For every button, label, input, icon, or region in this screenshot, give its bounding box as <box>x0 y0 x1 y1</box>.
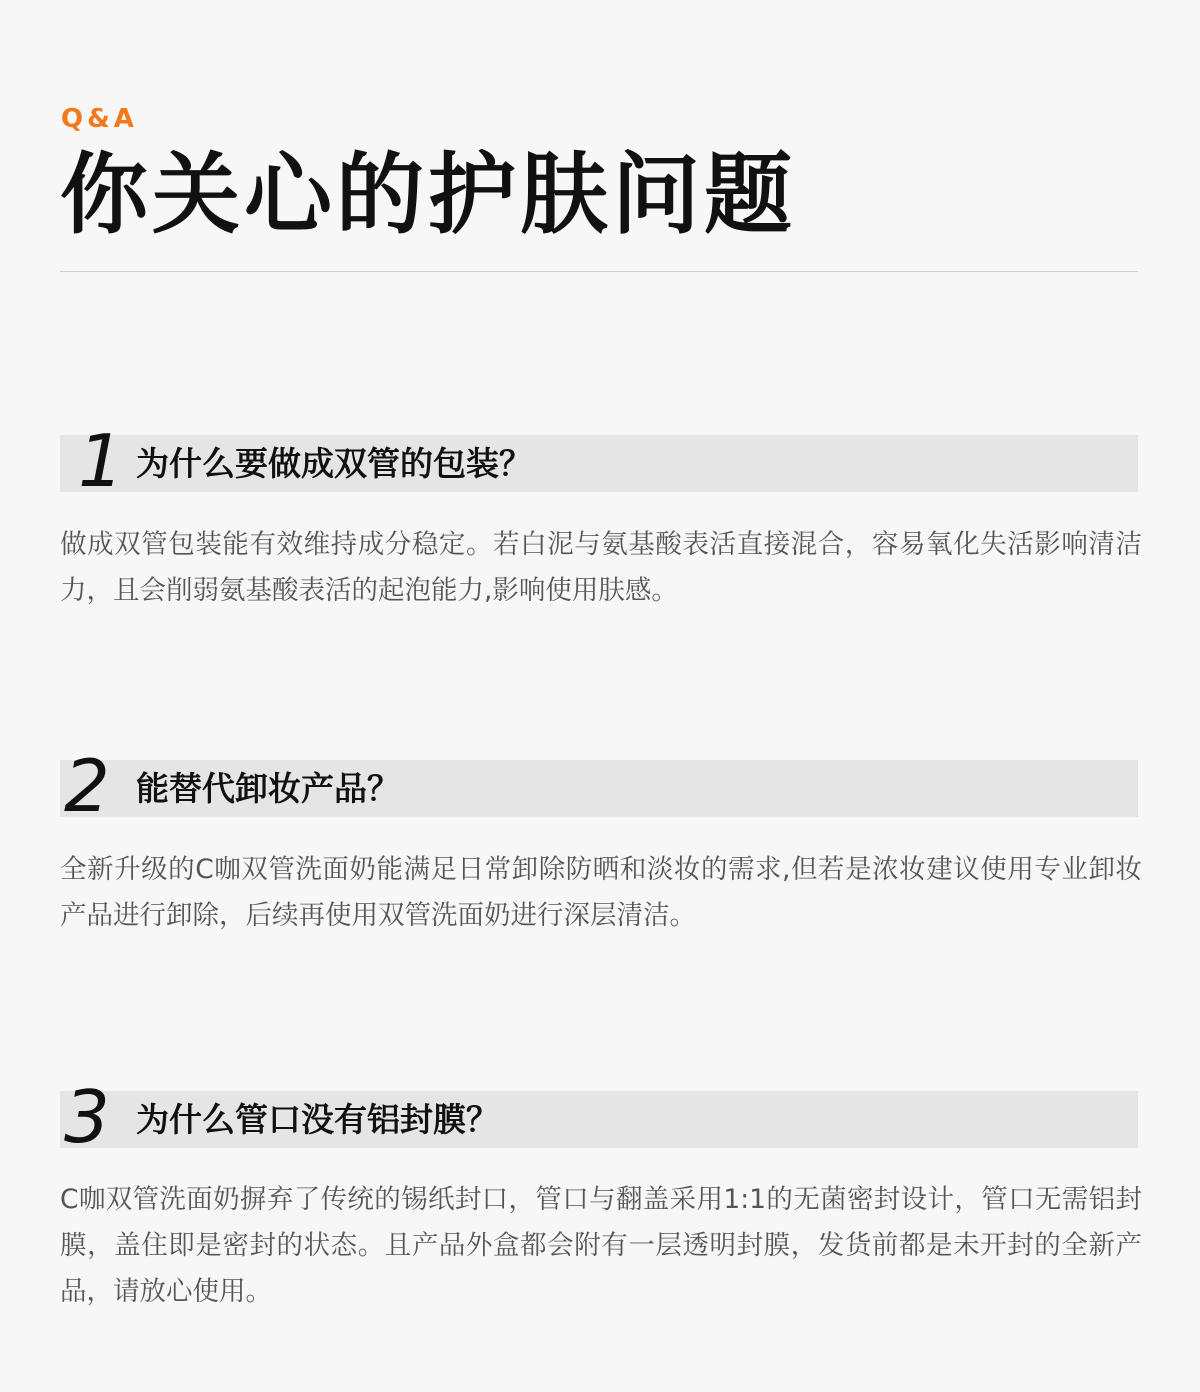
question-text: 为什么管口没有铝封膜？ <box>136 1100 499 1139</box>
question-number: 2 <box>64 744 110 828</box>
question-number: 1 <box>78 419 124 503</box>
answer-text: C咖双管洗面奶摒弃了传统的锡纸封口，管口与翻盖采用1:1的无菌密封设计，管口无需铝封膜，盖住即是密封的状态。且产品外盒都会附有一层透明封膜，发货前都是未开封的全新产品，请放心使用。 <box>60 1184 1142 1307</box>
answer-text: 做成双管包装能有效维持成分稳定。若白泥与氨基酸表活直接混合，容易氧化失活影响清洁力，且会削弱氨基酸表活的起泡能力,影响使用肤感。 <box>60 529 1142 606</box>
qa-tag: Q&A <box>61 104 138 134</box>
page-title: 你关心的护肤问题 <box>60 143 797 246</box>
answer-text: 全新升级的C咖双管洗面奶能满足日常卸除防晒和淡妆的需求,但若是浓妆建议使用专业卸妆产品进行卸除，后续再使用双管洗面奶进行深层清洁。 <box>60 854 1142 931</box>
title-divider <box>60 271 1138 272</box>
question-number: 3 <box>64 1075 110 1159</box>
question-text: 能替代卸妆产品？ <box>136 769 400 808</box>
question-text: 为什么要做成双管的包装？ <box>136 444 532 483</box>
